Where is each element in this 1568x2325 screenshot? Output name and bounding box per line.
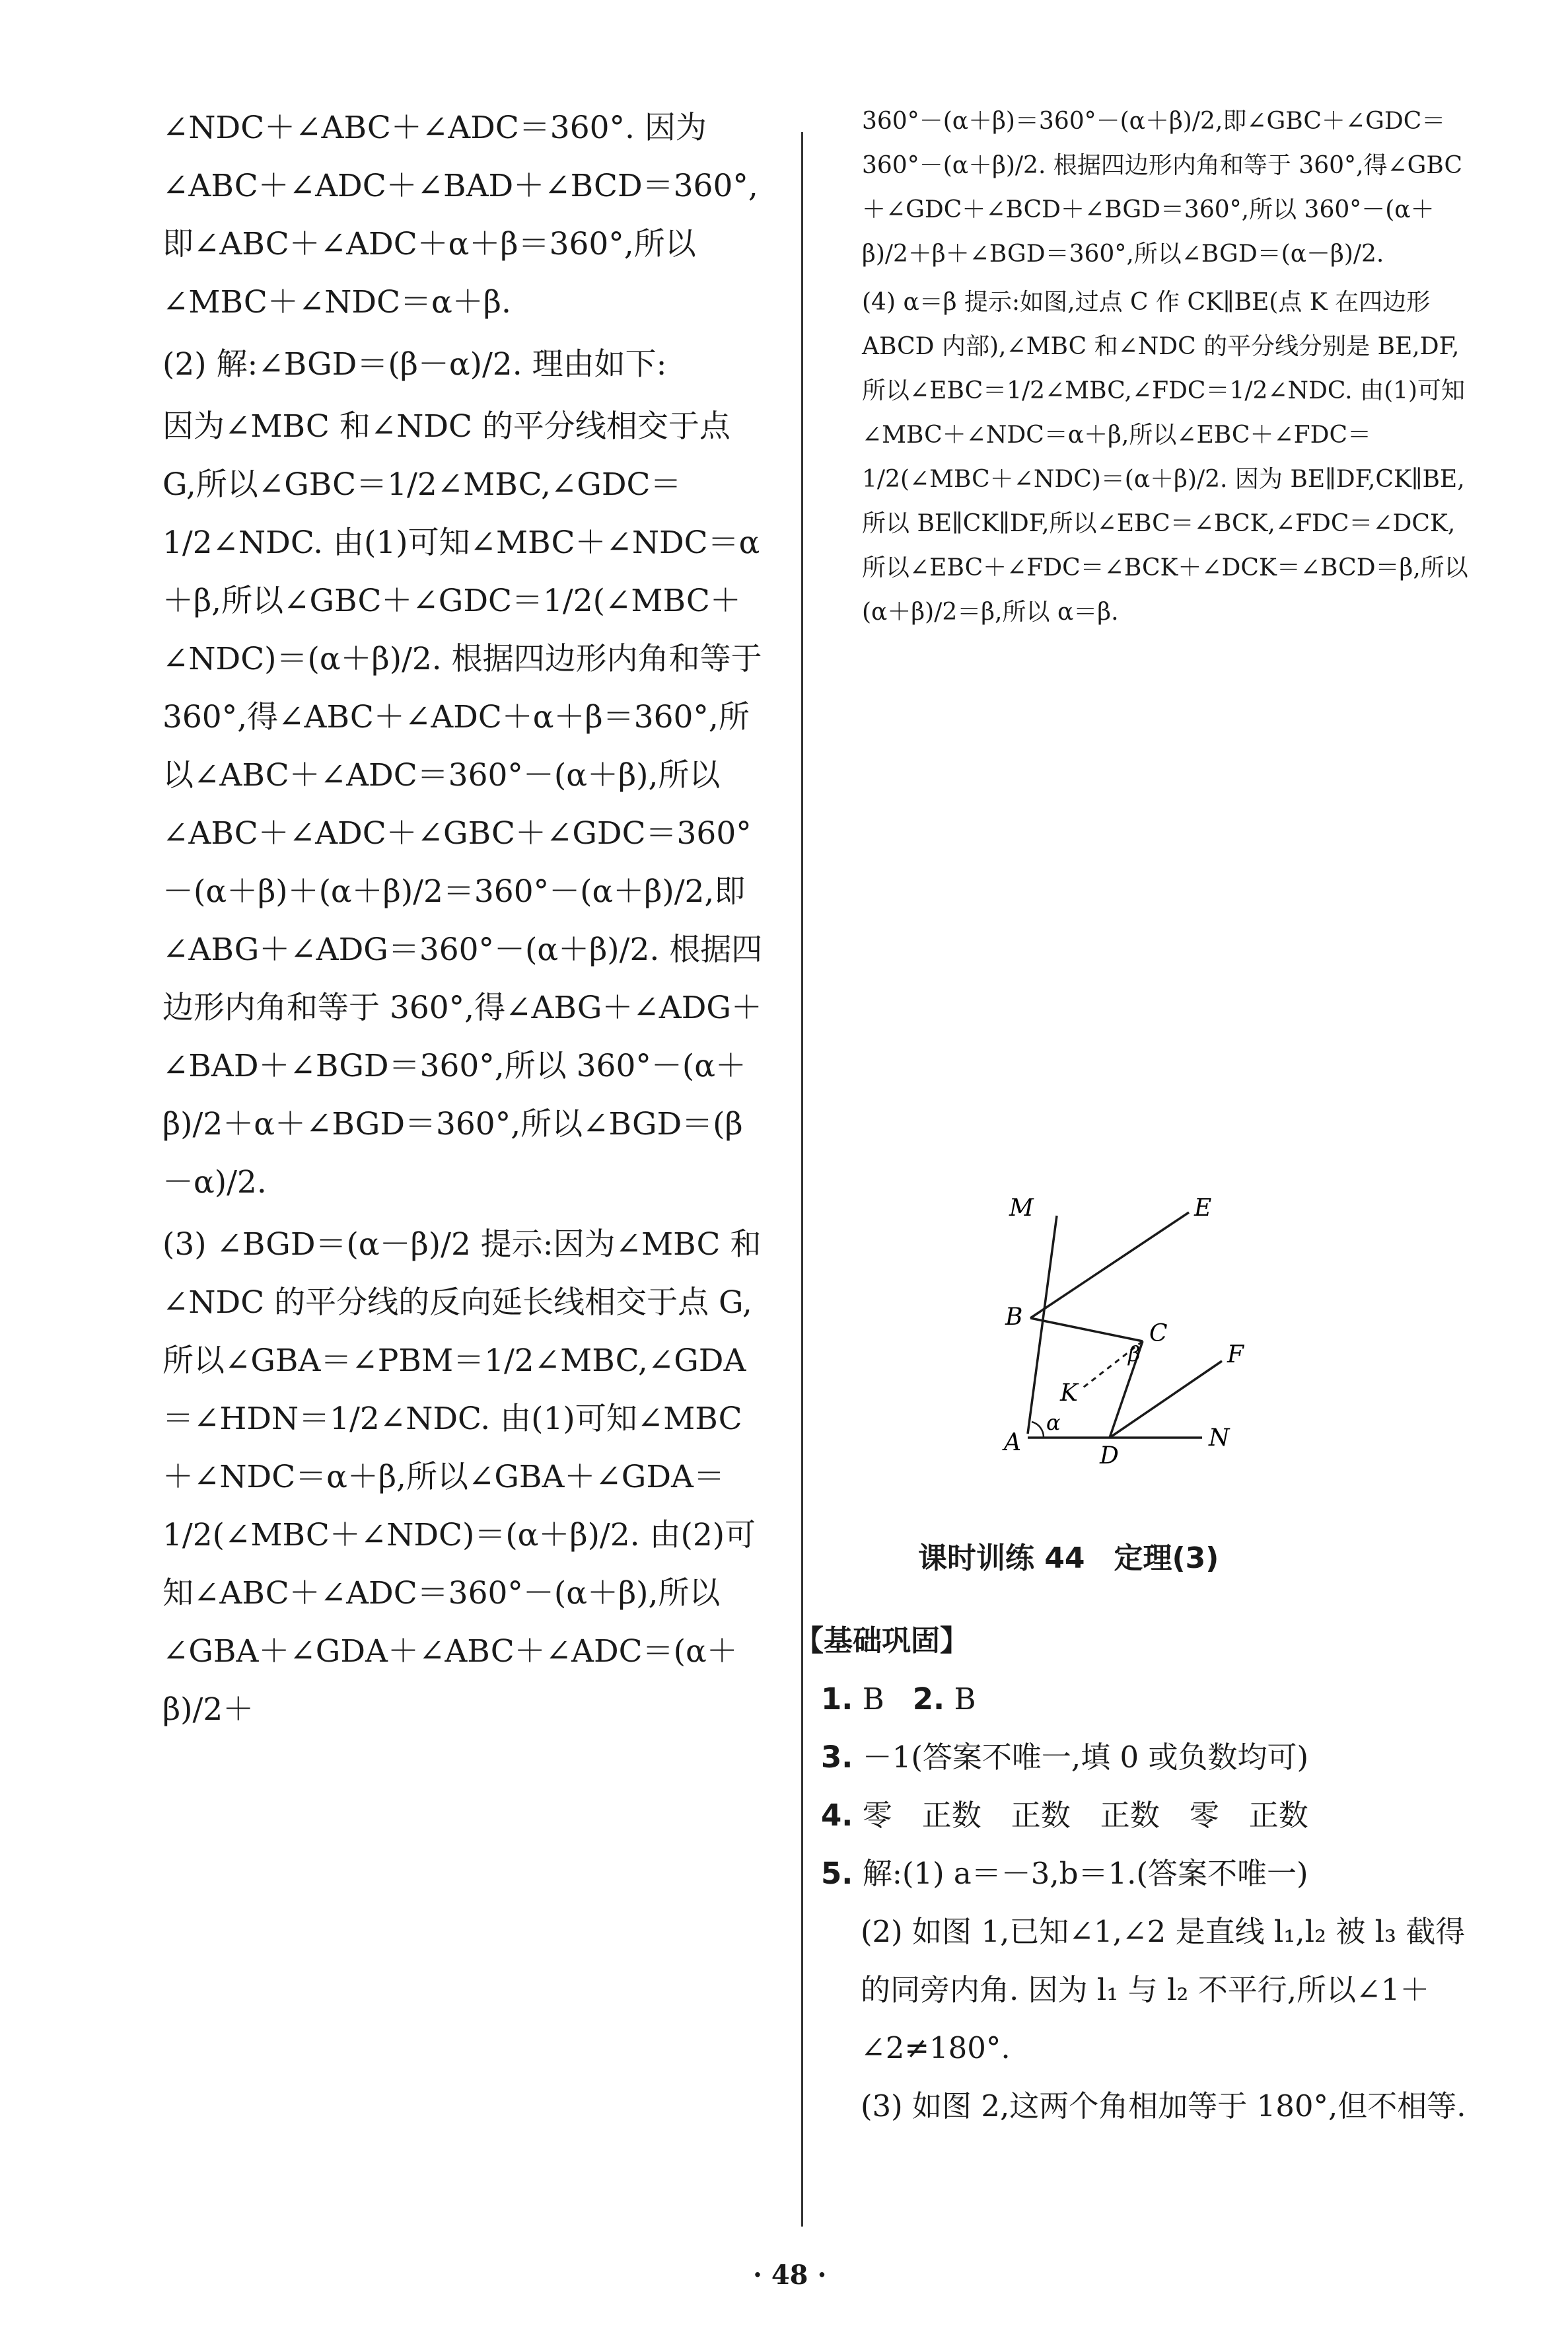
left-paragraph-3: 因为∠MBC 和∠NDC 的平分线相交于点 G,所以∠GBC＝1/2∠MBC,∠GDC＝1/2∠NDC. 由(1)可知∠MBC＋∠NDC＝α＋β,所以∠GBC＋∠GDC＝1/2(∠MBC＋∠NDC)＝(α＋β)/2. 根据四边形内角和等于 360°,得∠ABC＋∠ADC＋α＋β＝360°,所以∠ABC＋∠ADC＝360°－(α＋β),所以∠ABC＋∠ADC＋∠GBC＋∠GDC＝360°－(α＋β)＋(α＋β)/2＝360°－(α＋β)/2,即∠ABG＋∠ADG＝360°－(α＋β)/2. 根据四边形内角和等于 360°,得∠ABG＋∠ADG＋∠BAD＋∠BGD＝360°,所以 360°－(α＋β)/2＋α＋∠BGD＝360°,所以∠BGD＝(β－α)/2. — [162, 408, 763, 1200]
right-column — [862, 99, 1476, 638]
q5-part-2: (2) 如图 1,已知∠1,∠2 是直线 l₁,l₂ 被 l₃ 截得的同旁内角. 因为 l₁ 与 l₂ 不平行,所以∠1＋∠2≠180°. — [861, 1914, 1466, 2065]
q3-answer: －1(答案不唯一,填 0 或负数均可) — [862, 1740, 1309, 1775]
answer-5 — [795, 1845, 1495, 1903]
label-a: A — [1004, 1429, 1021, 1456]
geometry-figure — [984, 1189, 1295, 1473]
left-column — [162, 99, 770, 1743]
right-paragraph-1: 360°－(α＋β)＝360°－(α＋β)/2,即∠GBC＋∠GDC＝360°－(α＋β)/2. 根据四边形内角和等于 360°,得∠GBC＋∠GDC＋∠BCD＋∠BGD＝360°,所以 360°－(α＋β)/2＋β＋∠BGD＝360°,所以∠BGD＝(α－β)/2. — [862, 108, 1463, 268]
q2-number: 2. — [912, 1681, 945, 1716]
label-m: M — [1009, 1195, 1034, 1222]
page-number: · 48 · — [753, 2260, 827, 2291]
q1-answer: B — [862, 1681, 884, 1716]
label-alpha: α — [1046, 1410, 1061, 1435]
right-paragraph-2: (4) α＝β 提示:如图,过点 C 作 CK∥BE(点 K 在四边形 ABCD 内部),∠MBC 和∠NDC 的平分线分别是 BE,DF,所以∠EBC＝1/2∠MBC,∠FDC＝1/2∠NDC. 由(1)可知∠MBC＋∠NDC＝α＋β,所以∠EBC＋∠FDC＝1/2(∠MBC＋∠NDC)＝(α＋β)/2. 因为 BE∥DF,CK∥BE,所以 BE∥CK∥DF,所以∠EBC＝∠BCK,∠FDC＝∠DCK,所以∠EBC＋∠FDC＝∠BCK＋∠DCK＝∠BCD＝β,所以(α＋β)/2＝β,所以 α＝β. — [862, 289, 1468, 626]
label-n: N — [1209, 1424, 1230, 1452]
q4-answer: 零 正数 正数 正数 零 正数 — [862, 1798, 1308, 1833]
basics-section — [795, 1612, 1495, 2135]
label-b: B — [1005, 1304, 1023, 1331]
label-e: E — [1194, 1195, 1212, 1222]
label-d: D — [1100, 1442, 1119, 1469]
q3-number: 3. — [821, 1740, 853, 1775]
line-a-m — [1028, 1216, 1057, 1434]
answers-1-2 — [795, 1670, 1495, 1728]
label-beta: β — [1128, 1341, 1141, 1366]
left-paragraph-1: ∠NDC＋∠ABC＋∠ADC＝360°. 因为∠ABC＋∠ADC＋∠BAD＋∠BCD＝360°,即∠ABC＋∠ADC＋α＋β＝360°,所以∠MBC＋∠NDC＝α＋β. — [162, 110, 758, 320]
label-f: F — [1227, 1341, 1244, 1368]
label-k: K — [1060, 1380, 1078, 1407]
left-paragraph-4: (3) ∠BGD＝(α－β)/2 提示:因为∠MBC 和∠NDC 的平分线的反向延长线相交于点 G,所以∠GBA＝∠PBM＝1/2∠MBC,∠GDA＝∠HDN＝1/2∠NDC. 由(1)可知∠MBC＋∠NDC＝α＋β,所以∠GBA＋∠GDA＝1/2(∠MBC＋∠NDC)＝(α＋β)/2. 由(2)可知∠ABC＋∠ADC＝360°－(α＋β),所以∠GBA＋∠GDA＋∠ABC＋∠ADC＝(α＋β)/2＋ — [162, 1226, 762, 1728]
q5-number: 5. — [821, 1856, 853, 1891]
left-paragraph-2: (2) 解:∠BGD＝(β－α)/2. 理由如下: — [162, 346, 667, 383]
basics-heading: 【基础巩固】 — [795, 1624, 969, 1658]
q5-part-1: 解:(1) a＝－3,b＝1.(答案不唯一) — [862, 1856, 1308, 1891]
q5-part-3: (3) 如图 2,这两个角相加等于 180°,但不相等. — [861, 2088, 1466, 2123]
q2-answer: B — [954, 1681, 976, 1716]
answer-4 — [795, 1787, 1495, 1845]
q1-number: 1. — [821, 1681, 853, 1716]
line-df — [1110, 1361, 1222, 1438]
line-bc — [1030, 1318, 1143, 1341]
label-c: C — [1149, 1320, 1168, 1347]
answer-3 — [795, 1728, 1495, 1787]
q4-number: 4. — [821, 1798, 853, 1833]
section-title: 课时训练 44 定理(3) — [918, 1541, 1219, 1575]
angle-alpha-arc — [1032, 1422, 1044, 1438]
